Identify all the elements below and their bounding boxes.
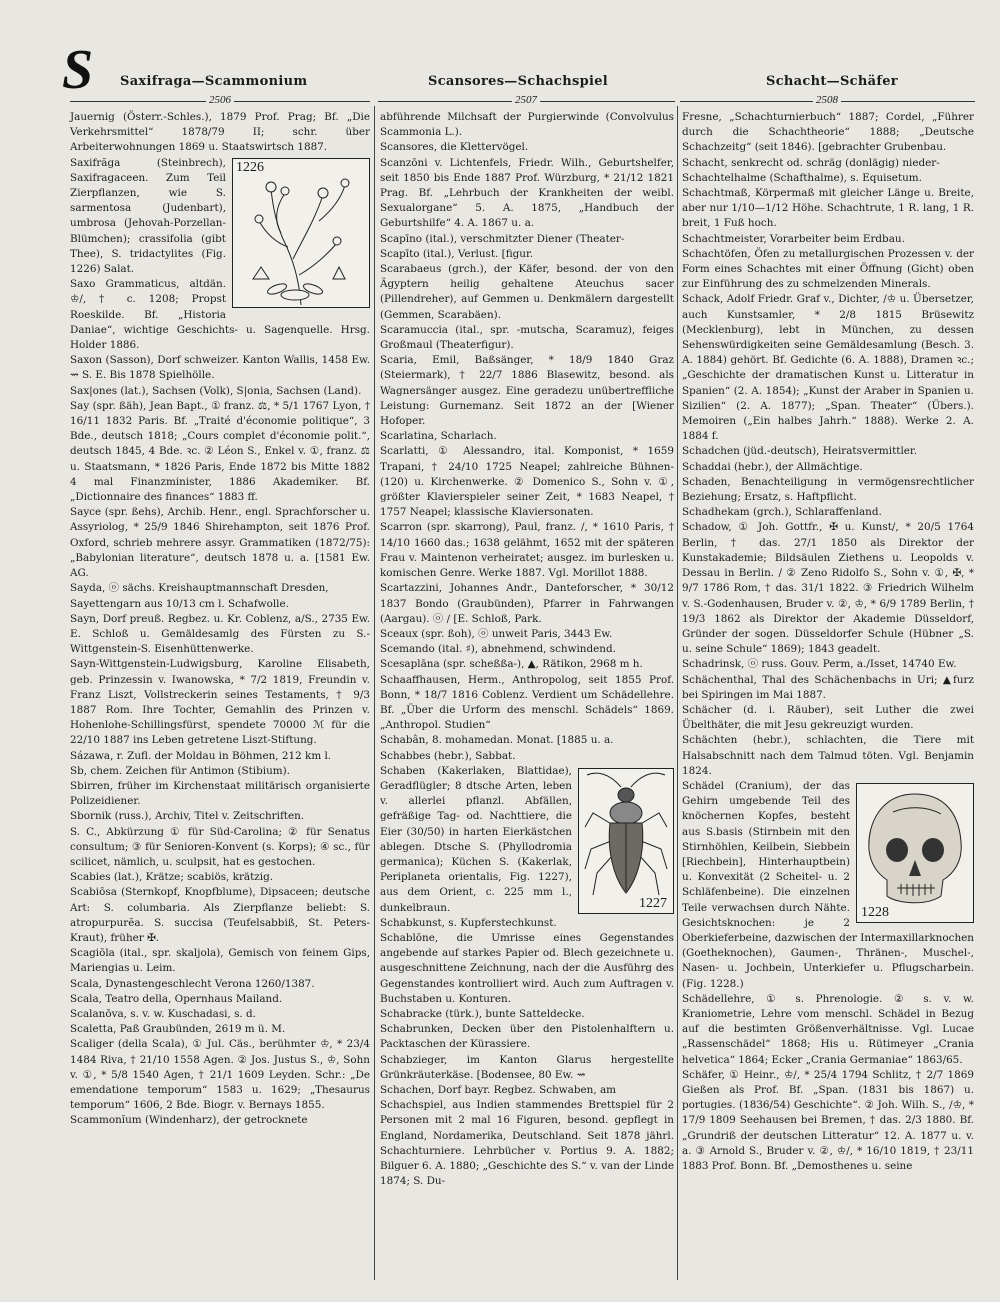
header-right: Schacht—Schäfer: [766, 74, 898, 89]
entry: Say (spr. ßäh), Jean Bapt., ① franz. ⚖, * 5/1 1767 Lyon, † 16/11 1832 Paris. Bf. „Traité d'économie politique“, 3 Bde., deutsch 1818; „Cours complet d'économie polit.“, deutsch 1845, 4 Bde. ꝛc. ② Léon S., Enkel v. ①, franz. ⚖ u. Staatsmann, * 1826 Paris, Ende 1872 bis Mitte 1882 4 mal Finanzminister, 1886 Akademiker. Bf. „Dictionnaire des finances“ 1883 ff.: [70, 399, 370, 504]
entry: Schädel (Cranium), der das Gehirn umgebende Teil des knöchernen Kopfes, besteht aus S.basis (Stirnbein mit den Stirnhöhlen, Keilbein, Siebbein [Riechbein], Hinterhauptbein) u. Konvexität (2 Scheitel- u. 2 Schläfenbeine). Die einzelnen Teile verwachsen durch Nähte. Gesichtsknochen: je 2 Oberkieferbeine, dazwischen der Intermaxillarknochen (Goetheknochen), Gaumen-, Thränen-, Muschel-, Nasen- u. Jochbein, Unterkiefer u. Pflugscharbein. (Fig. 1228.): [682, 779, 974, 990]
entry: Schachen, Dorf bayr. Regbez. Schwaben, am: [380, 1084, 617, 1096]
entry: Scarabaeus (grch.), der Käfer, besond. der von den Ägyptern heilig gehaltene Ateuchus sacer (Pillendreher), auf Gemmen u. Denkmälern dargestellt (Gemmen, Scarabäen).: [380, 263, 674, 321]
entry: Sayn-Wittgenstein-Ludwigsburg, Karoline Elisabeth, geb. Prinzessin v. Iwanowska, * 7/2 1819, Freundin v. Franz Liszt, Vollstreckerin seines Testaments, † 9/3 1887 Rom. Ihre Tochter, Gemahlin des Prinzen v. Hohenlohe-Schillingsfürst, spendete 70000 ℳ für die 22/10 1887 ins Leben getretene Liszt-Stiftung.: [70, 658, 370, 747]
figure-1227-cockroach: [578, 768, 674, 914]
skull-illustration: [857, 784, 973, 922]
entry: Scabies (lat.), Krätze; scabiös, krätzig.: [70, 871, 274, 884]
figure-number: 1228: [861, 904, 889, 920]
entry: Schaden, Benachteiligung in vermögensrechtlicher Beziehung; Ersatz, s. Haftpflicht.: [682, 475, 974, 504]
saxifraga-plant-illustration: [233, 159, 369, 307]
entry: Schächer (d. i. Räuber), seit Luther die zwei Übelthäter, die mit Jesu gekreuzigt wurden.: [682, 703, 974, 732]
column-divider-1: [374, 106, 375, 1280]
page-number-middle: 2507: [512, 94, 540, 106]
entry: Schachspiel, aus Indien stammendes Brettspiel für 2 Personen mit 2 mal 16 Figuren, besond. gepflegt in England, Nordamerika, Deutschland. Seit 1878 jährl. Schachturniere. Lehrbücher v. Portius 9. A. 1882; Bilguer 6. A. 1880; „Geschichte des S.“ v. van der Linde 1874; S. Du-: [380, 1099, 674, 1188]
column-right: [682, 110, 974, 1174]
entry: Schachtmaß, Körpermaß mit gleicher Länge u. Breite, aber nur 1/10—1/12 Höhe. Schachtrute, 1 R. lang, 1 R. breit, 1 Fuß hoch.: [682, 187, 974, 230]
entry: Schablōne, die Umrisse eines Gegenstandes angebende auf starkes Papier od. Blech gezeichnete u. ausgeschnittene Zeichnung, nach der die Ausführg des Gegenstandes kontrolliert wird. Auch zum Auftragen v. Buchstaben u. Konturen.: [380, 931, 674, 1005]
entry: Schachtelhalme (Schafthalme), s. Equisetum.: [682, 171, 922, 184]
entry: Scabiōsa (Sternkopf, Knopfblume), Dipsaceen; deutsche Art: S. columbaria. Als Zierpflanze beliebt: S. atropurpurĕa. S. succisa (Teufelsabbiß, St. Peters-Kraut), früher ✠.: [70, 886, 370, 944]
entry: Scarlatti, ① Alessandro, ital. Komponist, * 1659 Trapani, † 24/10 1725 Neapel; zahlreiche Bühnen- (120) u. Kirchenwerke. ② Domenico S., Sohn v. ①, größter Klavierspieler seiner Zeit, * 1683 Neapel, † 1757 Neapel; klassische Klaviersonaten.: [380, 445, 674, 519]
entry: Schabracke (türk.), bunte Satteldecke.: [380, 1007, 585, 1020]
section-letter: S: [62, 39, 94, 101]
entry: Sbornik (russ.), Archiv, Titel v. Zeitschriften.: [70, 810, 305, 823]
page-number-right: 2508: [813, 94, 841, 106]
cockroach-illustration: [579, 769, 673, 913]
entry: Schacht, senkrecht od. schräg (donlägig) nieder-: [682, 156, 940, 169]
entry: Scapīno (ital.), verschmitzter Diener (Theater-: [380, 232, 625, 245]
entry: Saxifrăga (Steinbrech), Saxifragaceen. Zum Teil Zierpflanzen, wie S. sarmentosa (Judenbart), umbrosa (Jehovah-Porzellan-Blümchen); crassifolia (gibt Thee), S. tridactylites (Fig. 1226) Salat.: [70, 156, 226, 276]
column-left: [70, 110, 370, 1129]
entry: Scarlatina, Scharlach.: [380, 430, 497, 443]
entry: Schaaffhausen, Herm., Anthropolog, seit 1855 Prof. Bonn, * 18/7 1816 Coblenz. Verdient um Schädellehre. Bf. „Über die Urform des menschl. Schädels“ 1869. „Anthropol. Studien“: [380, 673, 674, 732]
entry: Schachtmeister, Vorarbeiter beim Erdbau.: [682, 232, 905, 245]
entry: Scammonĭum (Windenharz), der getrocknete: [70, 1114, 308, 1127]
entry: Fresne, „Schachturnierbuch“ 1887; Cordel, „Führer durch die Schachtheorie“ 1888; „Deutsche Schachzeitg“ (seit 1846). [gebrachter Grubenbau.: [682, 111, 974, 154]
entry: Sayce (spr. ßehs), Archib. Henr., engl. Sprachforscher u. Assyriolog, * 25/9 1846 Shirehampton, seit 1876 Prof. Oxford, schrieb mehrere assyr. Grammatiken (1872/75): „Babylonian literature“, deutsch 1878 u. a. [1581 Ew. AG.: [70, 506, 370, 580]
entry: Scemando (ital. ♯), abnehmend, schwindend.: [380, 643, 616, 656]
entry: Sb, chem. Zeichen für Antimon (Stibium).: [70, 764, 290, 777]
entry: Schadchen (jüd.-deutsch), Heiratsvermittler.: [682, 445, 918, 458]
entry: Scaria, Emil, Baßsänger, * 18/9 1840 Graz (Steiermark), † 22/7 1886 Blasewitz, besond. als Wagnersänger ausgez. Eine geradezu unübertreffliche Leistung: Gurnemanz. Seit 1872 an der [Wiener Hofoper.: [380, 354, 674, 428]
entry: Sázawa, r. Zufl. der Moldau in Böhmen, 212 km l.: [70, 749, 332, 762]
column-middle: [380, 110, 674, 1189]
entry: Scagiōla (ital., spr. skaljola), Gemisch von feinem Gips, Mariengias u. Leim.: [70, 947, 370, 975]
entry: Sayda, ⓞ sächs. Kreishauptmannschaft Dresden,: [70, 582, 329, 595]
entry: Schadrinsk, ⓞ russ. Gouv. Perm, a./Isset, 14740 Ew.: [682, 658, 957, 671]
figure-number: 1227: [639, 895, 667, 911]
entry: Schädellehre, ① s. Phrenologie. ② s. v. w. Kraniometrie, Lehre vom menschl. Schädel in Bezug auf die bestimten Größenverhältnisse. Vgl. Lucae „Rassenschädel“ 1868; His u. Rütimeyer „Crania helvetica“ 1864; Ecker „Crania Germaniae“ 1863/65.: [682, 992, 974, 1066]
page-number-line-left: [70, 96, 370, 108]
entry: Schaddai (hebr.), der Allmächtige.: [682, 460, 863, 473]
entry: Scanzōni v. Lichtenfels, Friedr. Wilh., Geburtshelfer, seit 1850 bis Ende 1887 Prof. Würzburg, * 21/12 1821 Prag. Bf. „Lehrbuch der Krankheiten der weibl. Sexualorgane“ 5. A. 1875, „Handbuch der Geburtshilfe“ 4. A. 1867 u. a.: [380, 156, 674, 230]
entry: Sayn, Dorf preuß. Regbez. u. Kr. Coblenz, a/S., 2735 Ew. E. Schloß u. Gemäldesamlg des Fürsten zu S.-Wittgenstein-S. Eisenhüttenwerke.: [70, 612, 370, 656]
entry: Schächten (hebr.), schlachten, die Tiere mit Halsabschnitt nach dem Talmud töten. Vgl. Benjamin 1824.: [682, 734, 974, 777]
entry: Scartazzini, Johannes Andr., Danteforscher, * 30/12 1837 Bondo (Graubünden), Pfarrer in Fahrwangen (Aargau). ⓞ / [E. Schloß, Park.: [380, 582, 674, 625]
entry: Scarron (spr. skarrong), Paul, franz. /, * 1610 Paris, † 14/10 1660 das.; 1638 gelähmt, 1652 mit der späteren Frau v. Maintenon verheiratet; ausgez. im burlesken u. komischen Genre. Werke 1887. Vgl. Morillot 1888.: [380, 521, 674, 580]
entry: Schächenthal, Thal des Schächenbachs in Uri; ▲furz bei Spiringen im Mai 1887.: [682, 673, 974, 701]
entry: Schabkunst, s. Kupferstechkunst.: [380, 916, 557, 929]
entry: Schabrunken, Decken über den Pistolenhalftern u. Packtaschen der Kürassiere.: [380, 1023, 674, 1051]
page-number-left: 2506: [206, 94, 234, 106]
entry: Scaletta, Paß Graubünden, 2619 m ü. M.: [70, 1023, 286, 1036]
entry: Scapīto (ital.), Verlust. [figur.: [380, 247, 534, 260]
entry: Saxon (Sasson), Dorf schweizer. Kanton Wallis, 1458 Ew. ⇝ S. E. Bis 1878 Spielhölle.: [70, 354, 370, 382]
page-number-line-middle: [378, 96, 675, 108]
entry: Scalanōva, s. v. w. Kuschadasi, s. d.: [70, 1007, 256, 1020]
entry: Sbirren, früher im Kirchenstaat militärisch organisierte Polizeidiener.: [70, 779, 370, 808]
entry: Schadhekam (grch.), Schlaraffenland.: [682, 506, 882, 519]
entry: Scansores, die Klettervögel.: [380, 141, 529, 154]
entry: Scala, Dynastengeschlecht Verona 1260/1387.: [70, 977, 315, 990]
entry: Scaliger (della Scala), ① Jul. Cäs., berühmter ♔, * 23/4 1484 Riva, † 21/10 1558 Agen. ② Jos. Justus S., ♔, Sohn v. ①, * 5/8 1540 Agen, † 21/1 1609 Leyden. Schr.: „De emendatione temporum“ 1583 u. 1629; „Thesaurus temporum“ 1606, 2 Bde. Biogr. v. Bernays 1855.: [70, 1038, 370, 1112]
entry: Scaramuccia (ital., spr. -mutscha, Scaramuz), feiges Großmaul (Theaterfigur).: [380, 323, 674, 352]
entry: Schadow, ① Joh. Gottfr., ✠ u. Kunst/, * 20/5 1764 Berlin, † das. 27/1 1850 als Direktor der Kunstakademie; Bildsäulen Ziethens u. Leopolds v. Dessau in Berlin. / ② Zeno Ridolfo S., Sohn v. ①, ✠, * 9/7 1786 Rom, † das. 31/1 1822. ③ Friedrich Wilhelm v. S.-Godenhausen, Bruder v. ②, ♔, * 6/9 1789 Berlin, † 19/3 1862 als Direktor der Akademie Düsseldorf, Gründer der sogen. Düsseldorfer Schule (Hübner „S. u. seine Schule“ 1869); 1843 geadelt.: [682, 521, 974, 656]
entry: S. C., Abkürzung ① für Süd-Carolina; ② für Senatus consultum; ③ für Senioren-Konvent (s. Korps); ④ sc., für scilicet, nämlich, u. sculpsit, hat es gestochen.: [70, 825, 370, 868]
header-left: Saxifraga—Scammonium: [120, 74, 308, 89]
entry: Schabân, 8. mohamedan. Monat. [1885 u. a.: [380, 734, 614, 747]
entry: abführende Milchsaft der Purgierwinde (Convolvulus Scammonia L.).: [380, 111, 674, 139]
column-divider-2: [677, 106, 678, 1280]
figure-number: 1226: [236, 159, 264, 175]
figure-1228-skull: [856, 783, 974, 923]
entry: Schaben (Kakerlaken, Blattidae), Geradflügler; 8 dtsche Arten, leben v. allerlei pflanzl. Abfällen, gefräßige Tag- od. Nachttiere, die Eier (30/50) in harten Eierkästchen ablegen. Dtsche S. (Phyllodromia germanica); Küchen S. (Kakerlak, Periplaneta orientalis, Fig. 1227), aus dem Orient, c. 225 mm l., dunkelbraun.: [380, 764, 572, 914]
page-number-line-right: [680, 96, 975, 108]
entry: Schabbes (hebr.), Sabbat.: [380, 749, 516, 762]
entry: Scesaplāna (spr. scheßßa-), ▲, Rätikon, 2968 m h.: [380, 658, 643, 671]
entry: Schachtöfen, Öfen zu metallurgischen Prozessen v. der Form eines Schachtes mit einer Öffnung (Gicht) oben zur Einführung des zu schmelzenden Minerals.: [682, 247, 974, 291]
entry: Saxo Grammaticus, altdän. ♔/, † c. 1208; Propst Roeskilde. Bf. „Historia Daniae“, wichtige Geschichts- u. Sagenquelle. Hrsg. Holder 1886.: [70, 278, 370, 352]
figure-1226-saxifraga: [232, 158, 370, 308]
entry: Jauernig (Österr.-Schles.), 1879 Prof. Prag; Bf. „Die Verkehrsmittel“ 1878/79 II; schr. über Arbeiterwohnungen 1869 u. Staatswirtsch 1887.: [70, 111, 370, 154]
entry: Scala, Teatro della, Opernhaus Mailand.: [70, 992, 283, 1005]
entry: Sax|ones (lat.), Sachsen (Volk), S|onia, Sachsen (Land).: [70, 384, 362, 397]
header-middle: Scansores—Schachspiel: [428, 74, 609, 89]
entry: Schäfer, ① Heinr., ♔/, * 25/4 1794 Schlitz, † 2/7 1869 Gießen als Prof. Bf. „Span. (1831 bis 1867) u. portugies. (1836/54) Geschichte“. ② Joh. Wilh. S., /♔, * 17/9 1809 Seehausen bei Bremen, † das. 2/3 1880. Bf. „Grundriß der deutschen Litteratur“ 12. A. 1877 u. v. a. ③ Arnold S., Bruder v. ②, ♔/, * 16/10 1819, † 23/11 1883 Prof. Bonn. Bf. „Demosthenes u. seine: [682, 1068, 974, 1173]
entry: Sceaux (spr. ßoh), ⓞ unweit Paris, 3443 Ew.: [380, 627, 613, 640]
entry: Sayettengarn aus 10/13 cm l. Schafwolle.: [70, 597, 289, 610]
entry: Schack, Adolf Friedr. Graf v., Dichter, /♔ u. Übersetzer, auch Kunstsamler, * 2/8 1815 Brüsewitz (Mecklenburg), lebt in München, zu dessen Sehenswürdigkeiten seine Gemäldesamlung (Besch. 3. A. 1884) gehört. Bf. Gedichte (6. A. 1888), Dramen ꝛc.; „Geschichte der dramatischen Kunst u. Litteratur in Spanien“ (2. A. 1854); „Kunst der Araber in Spanien u. Sizilien“ (2. A. 1877); „Span. Theater“ (Übers.). Memoiren („Ein halbes Jahrh.“ 1888). Werke 2. A. 1884 f.: [682, 293, 974, 443]
entry: Schabzieger, im Kanton Glarus hergestellte Grünkräuterkäse. [Bodensee, 80 Ew. ⇝: [380, 1053, 674, 1081]
